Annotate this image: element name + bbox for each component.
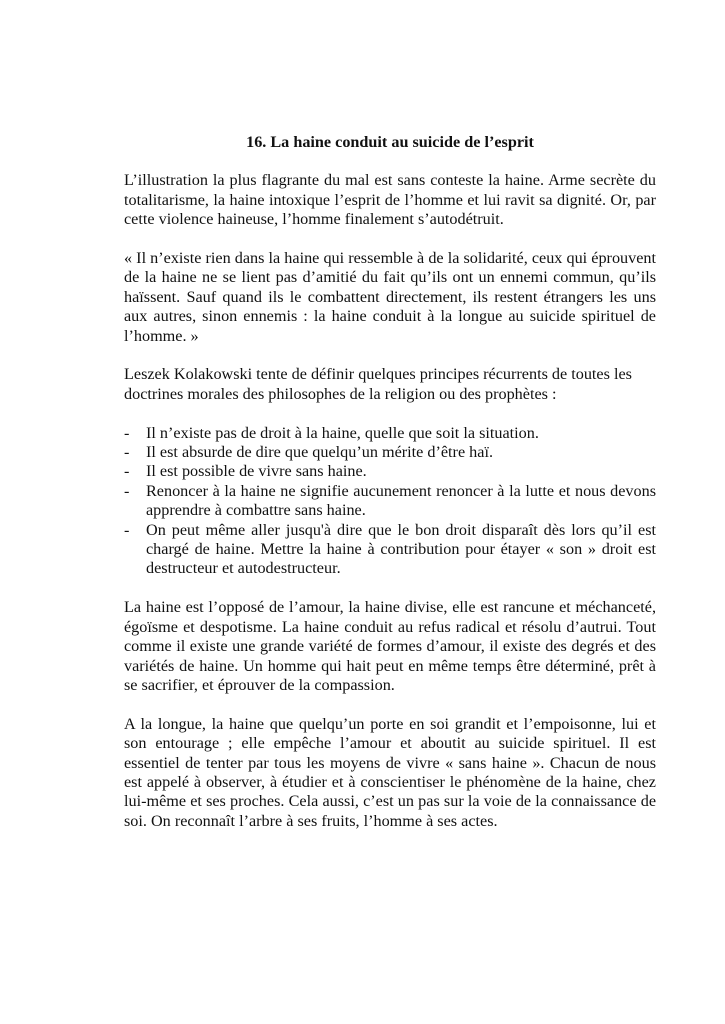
list-item-text: Il est absurde de dire que quelqu’un mérite d’être haï.	[146, 443, 493, 462]
document-page	[124, 133, 656, 851]
bullet-dash: -	[124, 443, 130, 462]
bullet-dash: -	[124, 462, 130, 481]
list-item-text: Renoncer à la haine ne signifie aucunement renoncer à la lutte et nous devons apprendre à combattre sans haine.	[146, 481, 656, 520]
paragraph-kolakowski: Leszek Kolakowski tente de définir quelques principes récurrents de toutes les doctrines morales des philosophes de la religion ou des prophètes :	[124, 365, 632, 403]
list-item	[124, 462, 656, 481]
list-item	[124, 521, 656, 579]
list-item	[124, 443, 656, 462]
list-item	[124, 424, 656, 443]
list-item	[124, 482, 656, 521]
list-item-text: Il n’existe pas de droit à la haine, quelle que soit la situation.	[146, 423, 539, 442]
list-item-text: On peut même aller jusqu'à dire que le bon droit disparaît dès lors qu’il est chargé de haine. Mettre la haine à contribution pour étayer « son » droit est destructeur et autodestructeur.	[146, 520, 656, 578]
paragraph-haine-opposee: La haine est l’opposé de l’amour, la haine divise, elle est rancune et méchanceté, égoïsme et despotisme. La haine conduit au refus radical et résolu d’autrui. Tout comme il existe une grande variété de formes d’amour, il existe des degrés et des variétés de haine. Un homme qui hait peut en même temps être déterminé, prêt à se sacrifier, et éprouver de la compassion.	[124, 598, 656, 694]
document-title: 16. La haine conduit au suicide de l’esprit	[246, 133, 534, 151]
bullet-dash: -	[124, 481, 130, 500]
paragraph-conclusion: A la longue, la haine que quelqu’un porte en soi grandit et l’empoisonne, lui et son entourage ; elle empêche l’amour et aboutit au suicide spirituel. Il est essentiel de tenter par tous les moyens de vivre « sans haine ». Chacun de nous est appelé à observer, à étudier et à conscientiser le phénomène de la haine, chez lui-même et ses proches. Cela aussi, c’est un pas sur la voie de la connaissance de soi. On reconnaît l’arbre à ses fruits, l’homme à ses actes.	[124, 714, 656, 830]
principles-list	[124, 424, 656, 579]
bullet-dash: -	[124, 520, 130, 539]
list-item-text: Il est possible de vivre sans haine.	[146, 462, 367, 481]
paragraph-intro: L’illustration la plus flagrante du mal est sans conteste la haine. Arme secrète du totalitarisme, la haine intoxique l’esprit de l’homme et lui ravit sa dignité. Or, par cette violence haineuse, l’homme finalement s’autodétruit.	[124, 171, 656, 229]
bullet-dash: -	[124, 423, 130, 442]
paragraph-quote: « Il n’existe rien dans la haine qui ressemble à de la solidarité, ceux qui éprouvent de la haine ne se lient pas d’amitié du fait qu’ils ont un ennemi commun, qu’ils haïssent. Sauf quand ils le combattent directement, ils restent étrangers les uns aux autres, sinon ennemis : la haine conduit à la longue au suicide spirituel de l’homme. »	[124, 249, 656, 345]
